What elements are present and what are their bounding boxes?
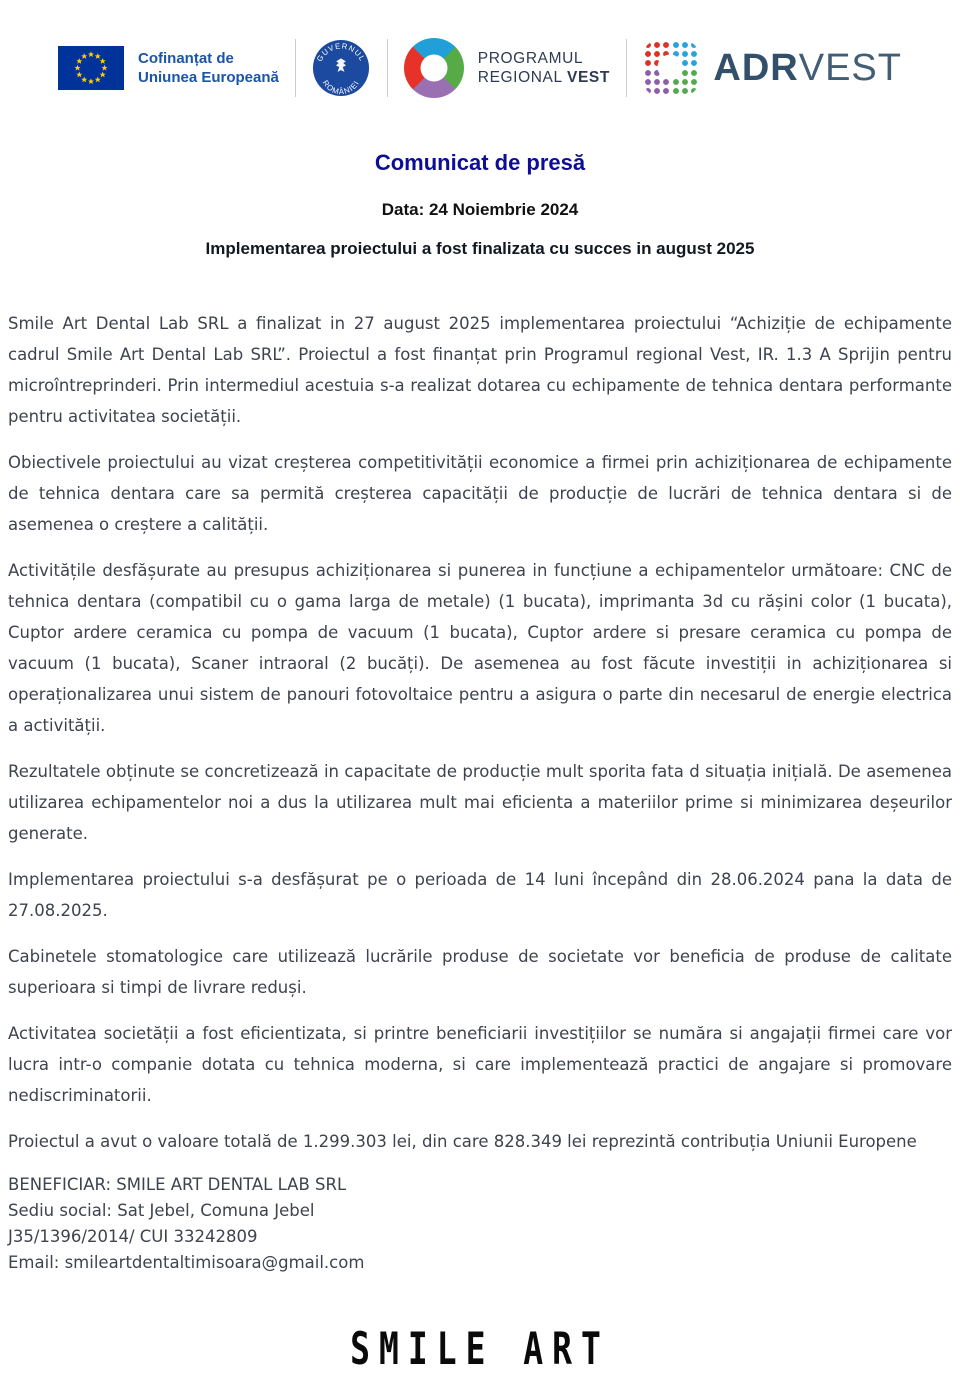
header-divider bbox=[295, 39, 296, 97]
body-paragraph: Obiectivele proiectului au vizat creșterea competitivității economice a firmei prin achiziționarea de echipamente de tehnica dentara care sa permită creșterea capacității de producție de lucrări de tehnica dentara si de asemenea o creștere a calității. bbox=[8, 453, 952, 534]
body-paragraph: Implementarea proiectului s-a desfășurat pe o perioada de 14 luni începând din 28.06.2024 pana la data de 27.08.2025. bbox=[8, 870, 952, 920]
prv-line1: PROGRAMUL bbox=[477, 50, 584, 67]
gov-seal-arc-top: GUVERNUL bbox=[315, 41, 368, 64]
eu-cofunded-line2: Uniunea Europeană bbox=[138, 69, 279, 86]
body-paragraph: Activitatea societății a fost eficientizata, si printre beneficiarii investițiilor se număra si angajații firmei care vor lucra intr-o companie dotata cu tehnica moderna, si care implementează practici de angajare si promovare nediscriminatorii. bbox=[8, 1024, 952, 1105]
beneficiary-registration-line: J35/1396/2014/ CUI 33242809 bbox=[8, 1227, 258, 1246]
logo-header bbox=[0, 0, 960, 106]
page-title: Comunicat de presă bbox=[374, 150, 586, 175]
smile-art-logo: SMILE ART bbox=[350, 1322, 610, 1375]
press-release-date: Data: 24 Noiembrie 2024 bbox=[381, 200, 579, 219]
regional-program-label bbox=[478, 49, 610, 87]
beneficiary-name-line: BENEFICIAR: SMILE ART DENTAL LAB SRL bbox=[8, 1175, 347, 1194]
adr-vest-label bbox=[713, 49, 902, 87]
press-release-subtitle: Implementarea proiectului a fost finalizata cu succes in august 2025 bbox=[205, 239, 755, 258]
body-paragraph: Smile Art Dental Lab SRL a finalizat in 27 august 2025 implementarea proiectului “Achiziție de echipamente cadrul Smile Art Dental Lab SRL”. Proiectul a fost finanțat prin Programul regional Vest, IR. 1.3 A Sprijin pentru microîntreprinderi. Prin intermediul acestuia s-a realizat dotarea cu echipamente de tehnica dentara performante pentru activitatea societății. bbox=[8, 314, 952, 426]
press-release-body bbox=[0, 308, 960, 1157]
eu-cofunded-line1: Cofinanțat de bbox=[138, 50, 234, 67]
beneficiary-block bbox=[0, 1172, 960, 1276]
body-paragraph: Rezultatele obținute se concretizează in capacitate de producție mult sporita fata d situația inițială. De asemenea utilizarea echipamentelor noi a dus la utilizarea mult mai eficienta a materiilor prime si minimizarea deșeurilor generate. bbox=[8, 762, 952, 843]
adr-label-bold: ADR bbox=[713, 47, 799, 89]
body-paragraph: Cabinetele stomatologice care utilizează lucrările produse de societate vor beneficia de produse de calitate superioara si timpi de livrare reduși. bbox=[8, 947, 952, 997]
gov-seal-arc-bottom: ROMÂNIEI bbox=[320, 78, 362, 97]
regional-program-swirl-icon bbox=[404, 38, 464, 98]
beneficiary-email-line: Email: smileartdentaltimisoara@gmail.com bbox=[8, 1253, 365, 1272]
beneficiary-address-line: Sediu social: Sat Jebel, Comuna Jebel bbox=[8, 1201, 315, 1220]
prv-line2: REGIONAL VEST bbox=[477, 69, 610, 86]
header-divider bbox=[626, 39, 627, 97]
adr-vest-logo bbox=[643, 40, 902, 96]
header-divider bbox=[387, 39, 388, 97]
eu-flag-icon bbox=[58, 46, 124, 90]
adr-label-light: VEST bbox=[798, 47, 902, 89]
eu-cofunded-logo bbox=[58, 46, 279, 90]
government-seal-icon bbox=[312, 39, 370, 97]
programul-regional-vest-logo bbox=[404, 38, 610, 98]
adr-vest-dots-icon bbox=[643, 40, 699, 96]
romanian-government-logo bbox=[312, 39, 370, 97]
body-paragraph: Proiectul a avut o valoare totală de 1.299.303 lei, din care 828.349 lei reprezintă contribuția Uniunii Europene bbox=[8, 1132, 917, 1151]
body-paragraph: Activitățile desfășurate au presupus achiziționarea si punerea in funcțiune a echipamentelor următoare: CNC de tehnica dentara (compatibil cu o gama larga de metale) (1 bucata), imprimanta 3d cu rășini color (1 bucata), Cuptor ardere ceramica cu pompa de vacuum (1 bucata), Cuptor ardere si presare ceramica cu pompa de vacuum (1 bucata), Scaner intraoral (2 bucăți). De asemenea au fost făcute investiții in achiziționarea si operaționalizarea unui sistem de panouri fotovoltaice pentru a asigura o parte din necesarul de energie electrica a activității. bbox=[8, 561, 952, 735]
eu-cofunded-label bbox=[138, 49, 279, 87]
